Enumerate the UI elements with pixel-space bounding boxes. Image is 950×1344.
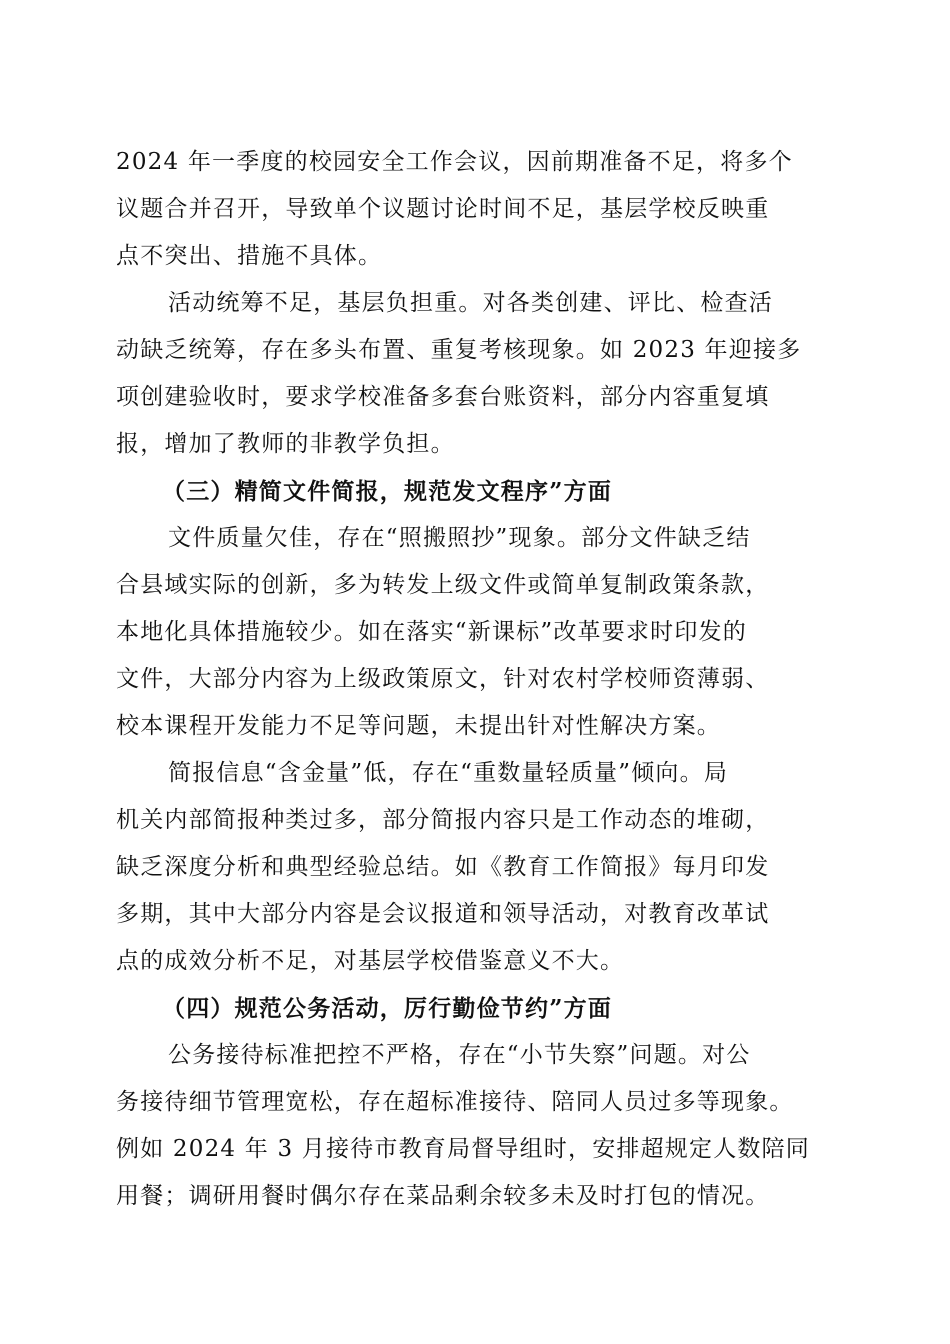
document-body [116, 139, 836, 1220]
text-line: 点不突出、措施不具体。 [116, 243, 383, 269]
text-line: 多期，其中大部分内容是会议报道和领导活动，对教育改革试 [116, 901, 770, 927]
text-line: 用餐；调研用餐时偶尔存在菜品剩余较多未及时打包的情况。 [116, 1183, 770, 1209]
paragraph-document-quality [116, 515, 836, 750]
text-line: 例如 2024 年 3 月接待市教育局督导组时，安排超规定人数陪同 [116, 1136, 811, 1162]
paragraph-activity-coordination [116, 280, 836, 468]
text-line: 务接待细节管理宽松，存在超标准接待、陪同人员过多等现象。 [116, 1089, 794, 1115]
text-line: 议题合并召开，导致单个议题讨论时间不足，基层学校反映重 [116, 196, 770, 222]
text-line: 点的成效分析不足，对基层学校借鉴意义不大。 [116, 948, 625, 974]
text-line: 文件质量欠佳，存在“照搬照抄”现象。部分文件缺乏结 [168, 525, 751, 551]
section-heading-four [116, 985, 836, 1032]
text-line: 机关内部简报种类过多，部分简报内容只是工作动态的堆砌， [116, 807, 770, 833]
heading-text: （三）精简文件简报，规范发文程序”方面 [162, 478, 613, 505]
text-line: 项创建验收时，要求学校准备多套台账资料，部分内容重复填 [116, 384, 770, 410]
paragraph-official-reception [116, 1032, 836, 1220]
text-line: 文件，大部分内容为上级政策原文，针对农村学校师资薄弱、 [116, 666, 770, 692]
text-line: 本地化具体措施较少。如在落实“新课标”改革要求时印发的 [116, 619, 747, 645]
heading-text: （四）规范公务活动，厉行勤俭节约”方面 [162, 995, 613, 1022]
text-line: 校本课程开发能力不足等问题，未提出针对性解决方案。 [116, 713, 721, 739]
text-line: 合县域实际的创新，多为转发上级文件或简单复制政策条款， [116, 572, 770, 598]
text-line: 简报信息“含金量”低，存在“重数量轻质量”倾向。局 [168, 760, 729, 786]
text-line: 公务接待标准把控不严格，存在“小节失察”问题。对公 [168, 1042, 751, 1068]
text-line: 动缺乏统筹，存在多头布置、重复考核现象。如 2023 年迎接多 [116, 337, 802, 363]
text-line: 活动统筹不足，基层负担重。对各类创建、评比、检查活 [168, 290, 773, 316]
text-line: 缺乏深度分析和典型经验总结。如《教育工作简报》每月印发 [116, 854, 770, 880]
paragraph-meeting-issue [116, 139, 836, 280]
text-line: 报，增加了教师的非教学负担。 [116, 431, 455, 457]
paragraph-briefing-quality [116, 750, 836, 985]
text-line: 2024 年一季度的校园安全工作会议，因前期准备不足，将多个 [116, 149, 793, 175]
section-heading-three [116, 468, 836, 515]
